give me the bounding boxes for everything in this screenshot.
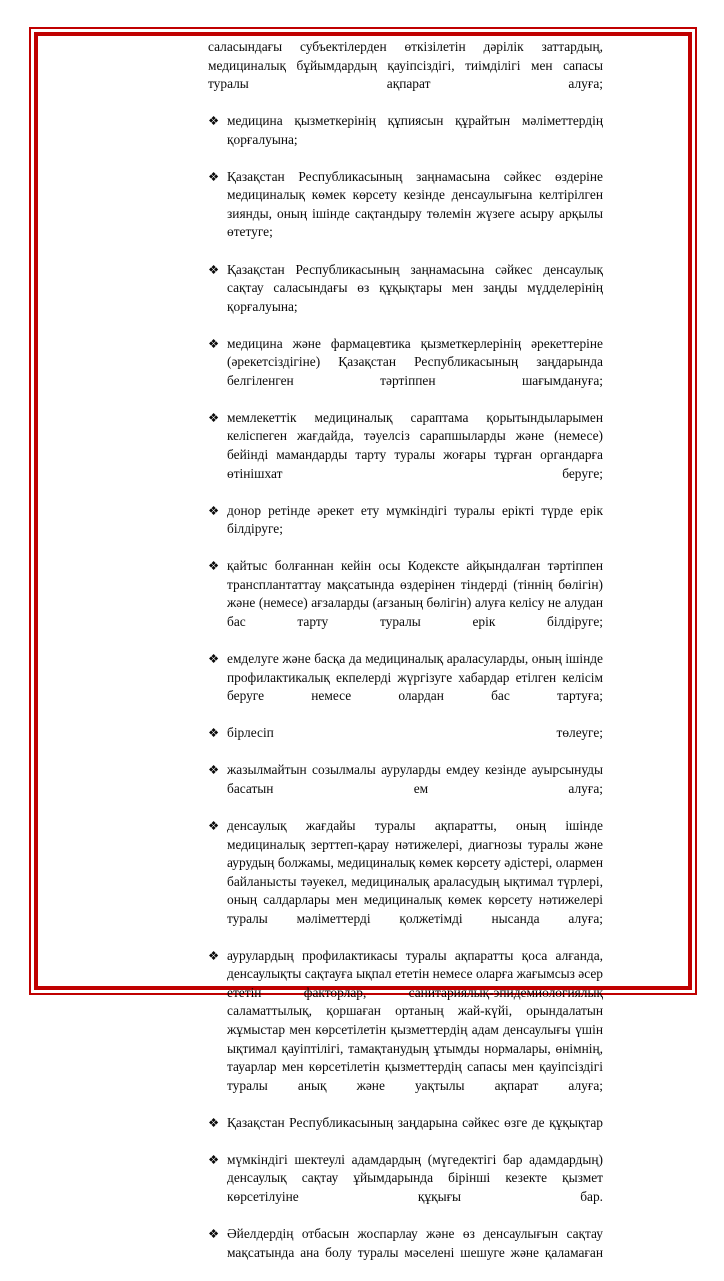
- list-item-text: Қазақстан Республикасының заңдарына сәйкес өзге де құқықтар: [227, 1114, 603, 1130]
- list-item: [208, 557, 603, 650]
- diamond-bullet-icon: ❖: [208, 262, 220, 277]
- list-item: [208, 947, 603, 1114]
- list-item-text: Қазақстан Республикасының заңнамасына сәйкес денсаулық сақтау саласындағы өз құқықтары мен заңды мүдделерінің қорғалуына;: [227, 261, 603, 314]
- list-item-text: мүмкіндігі шектеулі адамдардың (мүгедектігі бар адамдардың) денсаулық сақтау ұйымдарында бірінші кезекте қызмет көрсетілуіне құқығы бар.: [227, 1151, 603, 1204]
- diamond-bullet-icon: ❖: [208, 1152, 220, 1167]
- list-item-text: денсаулық жағдайы туралы ақпаратты, оның ішінде медициналық зерттеп-қарау нәтижелері, диагнозы туралы және аурудың болжамы, медициналық көмек көрсету әдістері, олармен байланысты тәуекел, медициналық араласудың ықтимал түрлері, оның салдарлары мен медициналық көмек көрсету нәтижелері туралы мәліметтерді қолжетімді нысанда алуға;: [227, 817, 603, 926]
- diamond-bullet-icon: ❖: [208, 948, 220, 963]
- list-item-text: бірлесіп төлеуге;: [227, 725, 603, 741]
- list-item: [208, 817, 603, 947]
- diamond-bullet-icon: ❖: [208, 763, 220, 778]
- list-item: [208, 1225, 603, 1281]
- list-item-text: Әйелдердің отбасын жоспарлау және өз денсаулығын сақтау мақсатында ана болу туралы мәселені шешуге және қаламаған: [227, 1226, 603, 1260]
- list-item: [208, 168, 603, 261]
- list-item: [208, 335, 603, 409]
- list-item-text: қайтыс болғаннан кейін осы Кодексте айқындалған тәртіппен трансплантаттау мақсатында өздерінен тіндерді (тіннің бөлігін) және (немесе) ағзаларды (ағзаның бөлігін) алуға келісу не алудан бас тарту туралы ерік білдіруге;: [227, 558, 603, 629]
- diamond-bullet-icon: ❖: [208, 169, 220, 184]
- list-item: [208, 261, 603, 335]
- list-item: [208, 761, 603, 817]
- continued-paragraph: саласындағы субъектілерден өткізілетін дәрілік заттардың, медициналық бұйымдардың қауіпсіздігі, тиімділігі мен сапасы туралы ақпарат алуға;: [208, 39, 603, 92]
- diamond-bullet-icon: ❖: [208, 559, 220, 574]
- diamond-bullet-icon: ❖: [208, 1227, 220, 1241]
- list-item-text: мемлекеттік медициналық сараптама қорытындыларымен келіспеген жағдайда, тәуелсіз сарапшыларды және (немесе) бейінді мамандарды тарту туралы жоғары тұрған органдарға өтінішхат беруге;: [227, 409, 603, 481]
- list-item: [208, 112, 603, 168]
- diamond-bullet-icon: ❖: [208, 1115, 220, 1130]
- list-item: [208, 502, 603, 558]
- diamond-bullet-icon: ❖: [208, 652, 220, 667]
- diamond-bullet-icon: ❖: [208, 410, 220, 425]
- list-item: [208, 1151, 603, 1225]
- list-item-text: аурулардың профилактикасы туралы ақпаратты қоса алғанда, денсаулықты сақтауға ықпал ететін немесе оларға жағымсыз әсер ететін факторлар, санитариялық-эпидемиологиялық саламаттылық, қоршаған ортаның жай-күйі, орындалатын жұмыстар мен көрсетілетін қызметтердің адам денсаулығы үшін ықтимал қауіптілігі, тамақтанудың ұтымды нормалары, өнімнің, тауарлар мен көрсетілетін қызметтердің сапасы мен қауіпсіздігі туралы анық және уақтылы ақпарат алуға;: [227, 947, 603, 1093]
- list-item-text: емделуге және басқа да медициналық араласуларды, оның ішінде профилактикалық екпелерді жүргізуге хабардар етілген келісім беруге немесе олардан бас тартуға;: [227, 651, 603, 704]
- diamond-bullet-icon: ❖: [208, 503, 220, 518]
- diamond-bullet-icon: ❖: [208, 114, 220, 129]
- list-item-text: жазылмайтын созылмалы ауруларды емдеу кезінде ауырсынуды басатын ем алуға;: [227, 762, 603, 796]
- list-item: [208, 409, 603, 502]
- diamond-bullet-icon: ❖: [208, 818, 220, 833]
- list-item-text: медицина және фармацевтика қызметкерлерінің әрекеттеріне (әрекетсіздігіне) Қазақстан Республикасының заңдарында белгіленген тәртіппен шағымдануға;: [227, 335, 603, 388]
- diamond-bullet-icon: ❖: [208, 336, 220, 351]
- list-item-text: Қазақстан Республикасының заңнамасына сәйкес өздеріне медициналық көмек көрсету кезінде денсаулығына келтірілген зиянды, оның ішінде сақтандыру төлемін жүзеге асыру арқылы өтетуге;: [227, 168, 603, 240]
- list-item: [208, 650, 603, 724]
- list-item: [208, 724, 603, 761]
- document-body: [208, 38, 603, 1281]
- list-item-text: медицина қызметкерінің құпиясын құрайтын мәліметтердің қорғалуына;: [227, 113, 603, 147]
- list-item-text: донор ретінде әрекет ету мүмкіндігі туралы ерікті түрде ерік білдіруге;: [227, 502, 603, 537]
- list-item: [208, 1114, 603, 1151]
- diamond-bullet-icon: ❖: [208, 726, 220, 741]
